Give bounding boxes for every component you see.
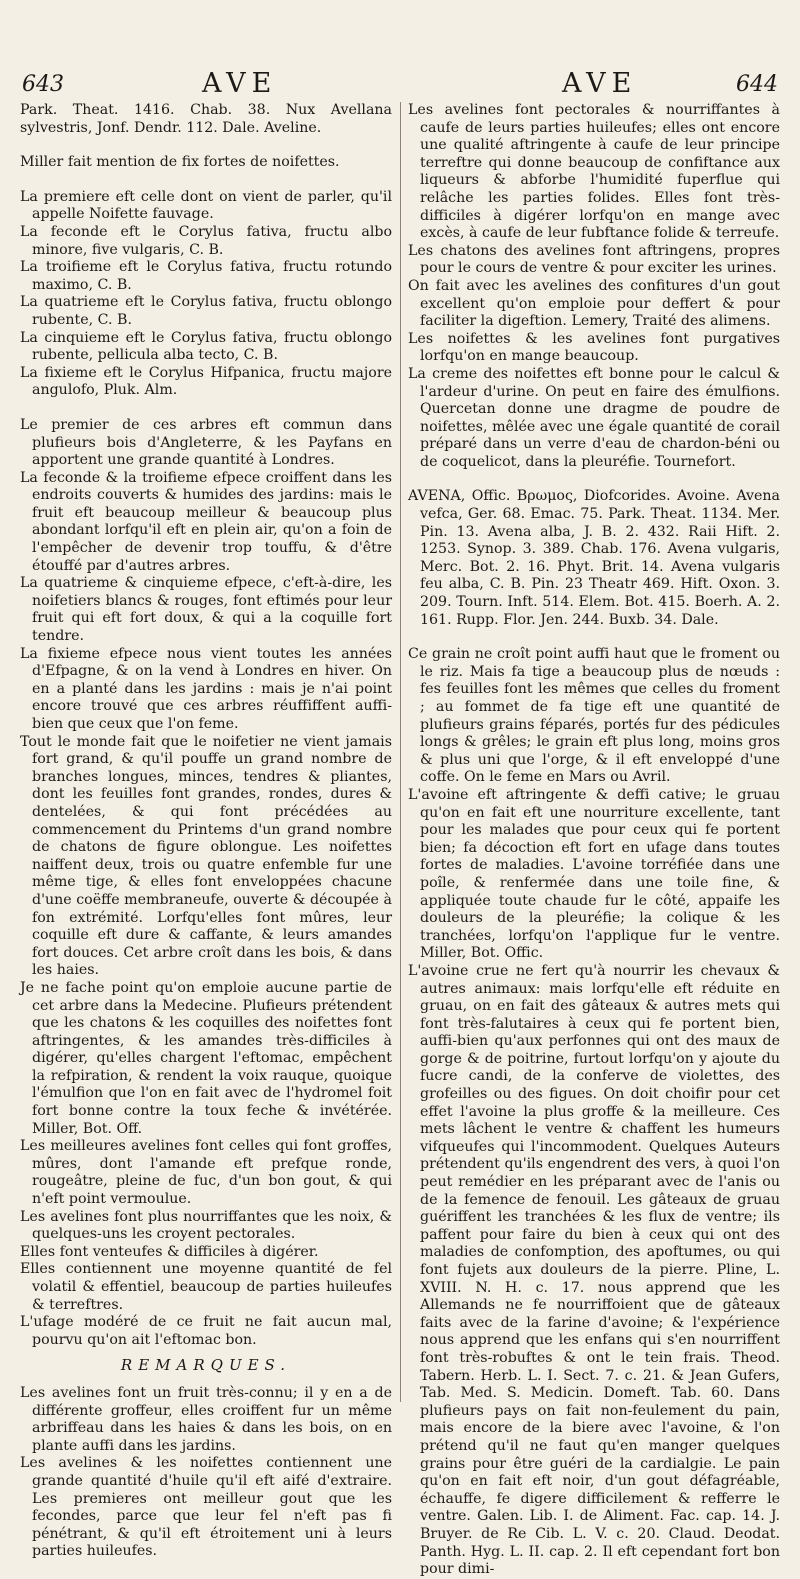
paragraph: L'ufage modéré de ce fruit ne fait aucun mal, pourvu qu'on ait l'eftomac bon.: [20, 1314, 392, 1348]
paragraph: Les avelines font plus nourriffantes que les noix, & quelques-uns les croyent pectorales.: [20, 1208, 392, 1243]
column-divider: [400, 102, 401, 1402]
paragraph: L'avoine eft aftringente & deffi cative; le gruau qu'on en fait eft une nourriture excellente, tant pour les malades que pour ceux qui fe portent bien; fa décoction eft fort en ufage dans toutes fortes de maladies. L'avoine torréfiée dans une poîle, & renfermée dans une toile fine, & appliquée toute chaude fur le côté, appaife les douleurs de la pleuréfie; la colique & les tranchées, lorfqu'on l'applique fur le ventre. Miller, Bot. Offic.: [408, 786, 780, 962]
left-running-head: AVE: [202, 68, 278, 99]
paragraph: La creme des noifettes eft bonne pour le calcul & l'ardeur d'urine. On peut en faire des émulfions. Quercetan donne une dragme de poudre de noifettes, mêlée avec une égale quantité de corail préparé dans un verre d'eau de chardon-béni ou de coquelicot, dans la pleuréfie. Tournefort.: [408, 365, 780, 470]
paragraph: Elles contiennent une moyenne quantité de fel volatil & effentiel, beaucoup de parties huileufes & terreftres.: [20, 1261, 392, 1313]
paragraph: Les avelines font un fruit très-connu; il y en a de différente groffeur, elles croiffent fur un même arbriffeau dans les haies & dans les bois, on en plante auffi dans les jardins.: [20, 1384, 392, 1454]
paragraph: La fixieme efpece nous vient toutes les années d'Efpagne, & on la vend à Londres en hiver. On en a planté dans les jardins : mais je n'ai point encore trouvé que ces arbres réuffiffent auffi-bien que ceux que l'on feme.: [20, 645, 392, 732]
right-page-number: 644: [736, 72, 778, 97]
paragraph: Ce grain ne croît point auffi haut que le froment ou le riz. Mais fa tige a beaucoup plus de nœuds : fes feuilles font les mêmes que celles du froment ; au fommet de fa tige eft une quantité de plufieurs grains féparés, portés fur des pédicules longs & grêles; le grain eft plus long, moins gros & plus uni que l'orge, & il eft enveloppé d'une coffe. On le feme en Mars ou Avril.: [408, 646, 780, 786]
paragraph: La quatrieme eft le Corylus fativa, fructu oblongo rubente, C. B.: [20, 294, 392, 328]
paragraph: Les avelines font pectorales & nourriffantes à caufe de leurs parties huileufes; elles ont encore une qualité aftringente à caufe de leur principe terreftre qui donne beaucoup de confiftance aux liqueurs & abforbe l'humidité fuperflue qui relâche les parties folides. Elles font très-difficiles à digérer lorfqu'on en mange avec excès, à caufe de leur fubftance folide & terreufe.: [408, 102, 780, 242]
right-running-head: AVE: [562, 68, 638, 99]
paragraph: On fait avec les avelines des confitures d'un gout excellent qu'on emploie pour deffert & pour faciliter la digeftion. Lemery, Traité des alimens.: [408, 277, 780, 330]
paragraph: Miller fait mention de fix fortes de noifettes.: [20, 154, 340, 171]
paragraph: La cinquieme eft le Corylus fativa, fructu oblongo rubente, pellicula alba tecto, C. B.: [20, 329, 392, 364]
paragraph: Les avelines & les noifettes contiennent une grande quantité d'huile qu'il eft aifé d'extraire. Les premieres ont meilleur gout que les fecondes, parce que leur fel n'eft pas fi pénétrant, & qu'il eft étroitement uni à leurs parties huileufes.: [20, 1455, 392, 1560]
remarques-heading: REMARQUES.: [120, 1356, 292, 1375]
page-header: [22, 66, 778, 100]
paragraph: Les noifettes & les avelines font purgatives lorfqu'on en mange beaucoup.: [408, 330, 780, 365]
paragraph: L'avoine crue ne fert qu'à nourrir les chevaux & autres animaux: mais lorfqu'elle eft réduite en gruau, on en fait des gâteaux & autres mets qui font très-falutaires à ceux qui fe portent bien, auffi-bien qu'aux perfonnes qui ont des maux de gorge & de poitrine, furtout lorfqu'on y ajoute du fucre candi, de la conferve de violettes, des grofeilles ou des figues. On doit choifir pour cet effet l'avoine la plus groffe & la meilleure. Ces mets lâchent le ventre & chaffent les humeurs vifqueufes qui l'incommodent. Quelques Auteurs prétendent qu'ils engendrent des vers, à quoi l'on peut remédier en les préparant avec de l'anis ou de la femence de fenouil. Les gâteaux de gruau guériffent les tranchées & les flux de ventre; ils paffent pour faire du bien à ceux qui ont des maladies de confomption, des apoftumes, ou qui font fujets aux douleurs de la pierre. Pline, L. XVIII. N. H. c. 17. nous apprend que les Allemands ne fe nourriffoient que de gâteaux faits avec de la farine d'avoine; & l'expérience nous apprend que les enfans qui s'en nourriffent font très-robuftes & ont le tein frais. Theod. Tabern. Herb. L. I. Sect. 7. c. 21. & Jean Gufers, Tab. Med. S. Medicin. Domeft. Tab. 60. Dans plufieurs pays on fait non-feulement du pain, mais encore de la biere avec l'avoine, & l'on prétend qu'il ne faut qu'en manger quelques grains pour être guéri de la cardialgie. Le pain qu'on en fait eft noir, d'un gout défagréable, échauffe, fe digere difficilement & refferre le ventre. Galen. Lib. I. de Aliment. Fac. cap. 14. J. Bruyer. de Re Cib. L. V. c. 20. Claud. Deodat. Panth. Hyg. L. II. cap. 2. Il eft cependant fort bon pour dimi-: [408, 962, 780, 1578]
paragraph: La feconde & la troifieme efpece croiffent dans les endroits couverts & humides des jardins: mais le fruit eft beaucoup meilleur & beaucoup plus abondant lorfqu'il eft en plein air, qu'on a foin de l'empêcher de devenir trop touffu, & d'être étouffé par d'autres arbres.: [20, 469, 392, 574]
avena-entry-heading: AVENA, Offic. Βρωμος, Diofcorides. Avoine. Avena vefca, Ger. 68. Emac. 75. Park. Theat. 1134. Mer. Pin. 13. Avena alba, J. B. 2. 432. Raii Hift. 2. 1253. Synop. 3. 389. Chab. 176. Avena vulgaris, Merc. Bot. 2. 16. Phyt. Brit. 14. Avena vulgaris feu alba, C. B. Pin. 23 Theatr 469. Hift. Oxon. 3. 209. Tourn. Inft. 514. Elem. Bot. 415. Boerh. A. 2. 161. Rupp. Flor. Jen. 244. Buxb. 34. Dale.: [408, 488, 780, 628]
paragraph: Tout le monde fait que le noifetier ne vient jamais fort grand, & qu'il pouffe un grand nombre de branches longues, minces, tendres & pliantes, dont les feuilles font grandes, rondes, dures & dentelées, & qui font précédées au commencement du Printems d'un grand nombre de chatons de figure oblongue. Les noifettes naiffent deux, trois ou quatre enfemble fur une même tige, & elles font enveloppées chacune d'une coëffe membraneufe, ouverte & découpée à fon extrémité. Lorfqu'elles font mûres, leur coquille eft dure & caffante, & leurs amandes fort douces. Cet arbre croît dans les bois, & dans les haies.: [20, 733, 392, 979]
paragraph: Le premier de ces arbres eft commun dans plufieurs bois d'Angleterre, & les Payfans en apportent une grande quantité à Londres.: [20, 416, 392, 469]
paragraph: Les meilleures avelines font celles qui font groffes, mûres, dont l'amande eft prefque ronde, rougeâtre, pleine de fuc, d'un bon gout, & qui n'eft point vermoulue.: [20, 1138, 392, 1208]
left-page-number: 643: [22, 72, 64, 97]
paragraph: Park. Theat. 1416. Chab. 38. Nux Avellana sylvestris, Jonf. Dendr. 112. Dale. Aveline.: [20, 102, 392, 136]
paragraph: La feconde eft le Corylus fativa, fructu albo minore, five vulgaris, C. B.: [20, 223, 392, 258]
paragraph: La troifieme eft le Corylus fativa, fructu rotundo maximo, C. B.: [20, 259, 392, 293]
paragraph: Elles font venteufes & difficiles à digérer.: [20, 1243, 319, 1260]
paragraph: Les chatons des avelines font aftringens, propres pour le cours de ventre & pour exciter les urines.: [408, 242, 780, 277]
paragraph: Je ne fache point qu'on emploie aucune partie de cet arbre dans la Medecine. Plufieurs prétendent que les chatons & les coquilles des noifettes font aftringentes, & les amandes très-difficiles à digérer, qu'elles chargent l'eftomac, empêchent la refpiration, & rendent la voix rauque, quoique l'émulfion que l'on en fait avec de l'hydromel foit fort bonne contre la toux feche & invétérée. Miller, Bot. Off.: [20, 979, 392, 1137]
paragraph: La fixieme eft le Corylus Hifpanica, fructu majore angulofo, Pluk. Alm.: [20, 364, 392, 399]
right-column: [408, 102, 780, 1579]
left-column: [20, 102, 392, 1561]
paragraph: La quatrieme & cinquieme efpece, c'eft-à-dire, les noifetiers blancs & rouges, font eftimés pour leur fruit qui eft fort doux, & qui a la coquille fort tendre.: [20, 575, 392, 645]
paragraph: La premiere eft celle dont on vient de parler, qu'il appelle Noifette fauvage.: [20, 188, 392, 223]
